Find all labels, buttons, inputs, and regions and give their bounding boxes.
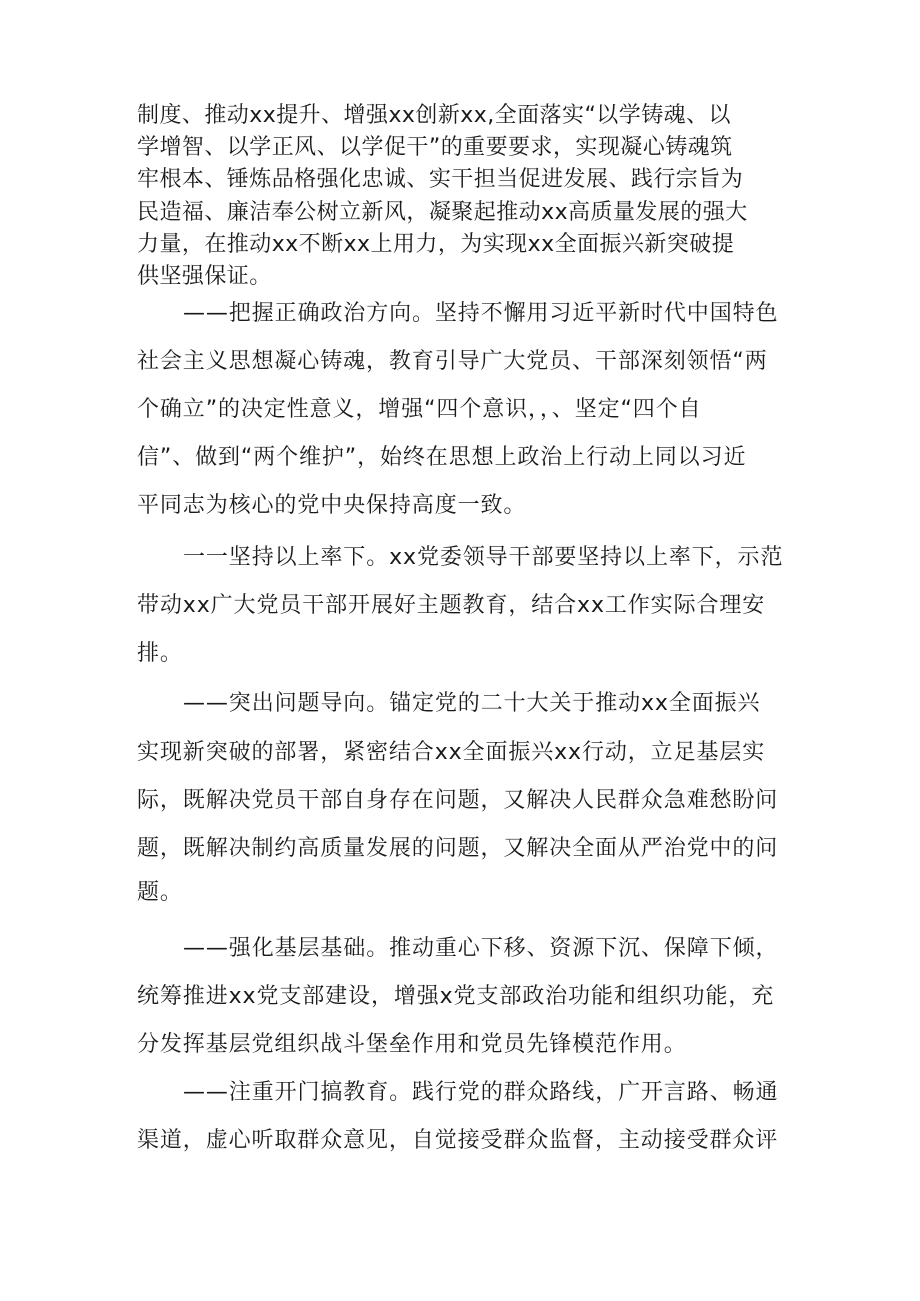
text-line: 分发挥基层党组织战斗堡垒作用和党员先锋模范作用。 — [137, 1032, 687, 1057]
text-line: 牢根本、锤炼品格强化忠诚、实干担当促进发展、践行宗旨为 — [137, 167, 744, 192]
text-line: ——强化基层基础。推动重心下移、资源下沉、保障下倾， — [183, 936, 779, 961]
text-line: 际，既解决党员干部自身存在问题，又解决人民群众急难愁盼问 — [137, 788, 779, 813]
text-line: 排。 — [137, 641, 183, 666]
text-line: ——突出问题导向。锚定党的二十大关于推动xx全面振兴 — [183, 691, 761, 716]
text-line: 供坚强保证。 — [137, 264, 272, 289]
text-line: 一一坚持以上率下。xx党委领导干部要坚持以上率下，示范 — [183, 545, 784, 570]
text-line: 个确立”的决定性意义，增强“四个意识，，、坚定“四个自 — [137, 397, 702, 422]
text-line: 平同志为核心的党中央保持高度一致。 — [137, 493, 527, 518]
text-line: 社会主义思想凝心铸魂，教育引导广大党员、干部深刻领悟“两 — [137, 349, 768, 374]
text-line: ——注重开门搞教育。践行党的群众路线，广开言路、畅通 — [183, 1080, 779, 1105]
text-line: 学增智、以学正风、以学促干”的重要要求，实现凝心铸魂筑 — [137, 135, 733, 160]
text-line: 信”、做到“两个维护”，始终在思想上政治上行动上同以习近 — [137, 445, 747, 470]
text-line: 统筹推进xx党支部建设，增强x党支部政治功能和组织功能，充 — [137, 984, 775, 1009]
text-line: 带动xx广大党员干部开展好主题教育，结合xx工作实际合理安 — [137, 593, 766, 618]
text-line: 民造福、廉洁奉公树立新风，凝聚起推动xx高质量发展的强大 — [137, 200, 748, 225]
text-line: ——把握正确政治方向。坚持不懈用习近平新时代中国特色 — [183, 301, 779, 326]
text-line: 题，既解决制约高质量发展的问题，又解决全面从严治党中的问 — [137, 836, 779, 861]
text-line: 题。 — [137, 880, 183, 905]
text-line: 力量，在推动xx不断xx上用力，为实现xx全面振兴新突破提 — [137, 232, 735, 257]
text-line: 渠道，虚心听取群众意见，自觉接受群众监督，主动接受群众评 — [137, 1128, 779, 1153]
text-line: 实现新突破的部署，紧密结合xx全面振兴xx行动，立足基层实 — [137, 740, 766, 765]
text-line: 制度、推动xx提升、增强xx创新xx,全面落实“以学铸魂、以 — [137, 103, 732, 128]
